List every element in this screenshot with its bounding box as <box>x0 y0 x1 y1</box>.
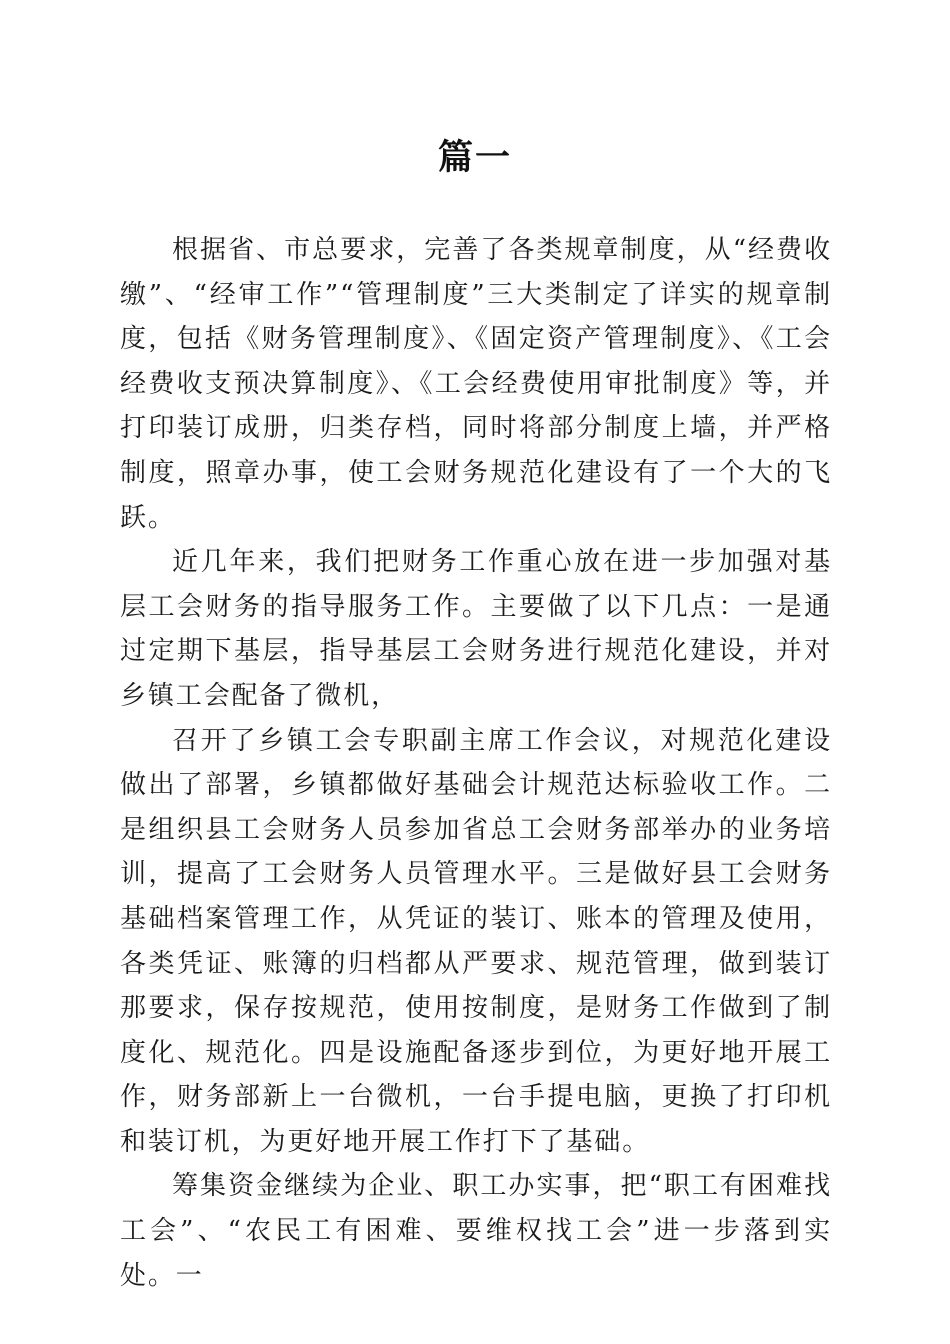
paragraph-2: 近几年来，我们把财务工作重心放在进一步加强对基层工会财务的指导服务工作。主要做了以下几点：一是通过定期下基层，指导基层工会财务进行规范化建设，并对乡镇工会配备了微机， <box>120 547 832 711</box>
paragraph-1: 根据省、市总要求，完善了各类规章制度，从“经费收缴”、“经审工作”“管理制度”三大类制定了详实的规章制度，包括《财务管理制度》、《固定资产管理制度》、《工会经费收支预决算制度》、《工会经费使用审批制度》等，并打印装订成册，归类存档，同时将部分制度上墙，并严格制度，照章办事，使工会财务规范化建设有了一个大的飞跃。 <box>120 235 832 533</box>
paragraph-3: 召开了乡镇工会专职副主席工作会议，对规范化建设做出了部署，乡镇都做好基础会计规范达标验收工作。二是组织县工会财务人员参加省总工会财务部举办的业务培训，提高了工会财务人员管理水平。三是做好县工会财务基础档案管理工作，从凭证的装订、账本的管理及使用，各类凭证、账簿的归档都从严要求、规范管理，做到装订那要求，保存按规范，使用按制度，是财务工作做到了制度化、规范化。四是设施配备逐步到位，为更好地开展工作，财务部新上一台微机，一台手提电脑，更换了打印机和装订机，为更好地开展工作打下了基础。 <box>120 725 832 1157</box>
paragraph-4: 筹集资金继续为企业、职工办实事，把“职工有困难找工会”、“农民工有困难、要维权找工会”进一步落到实处。一 <box>120 1171 832 1291</box>
page-title: 篇一 <box>437 137 512 178</box>
document-body <box>120 228 832 1298</box>
